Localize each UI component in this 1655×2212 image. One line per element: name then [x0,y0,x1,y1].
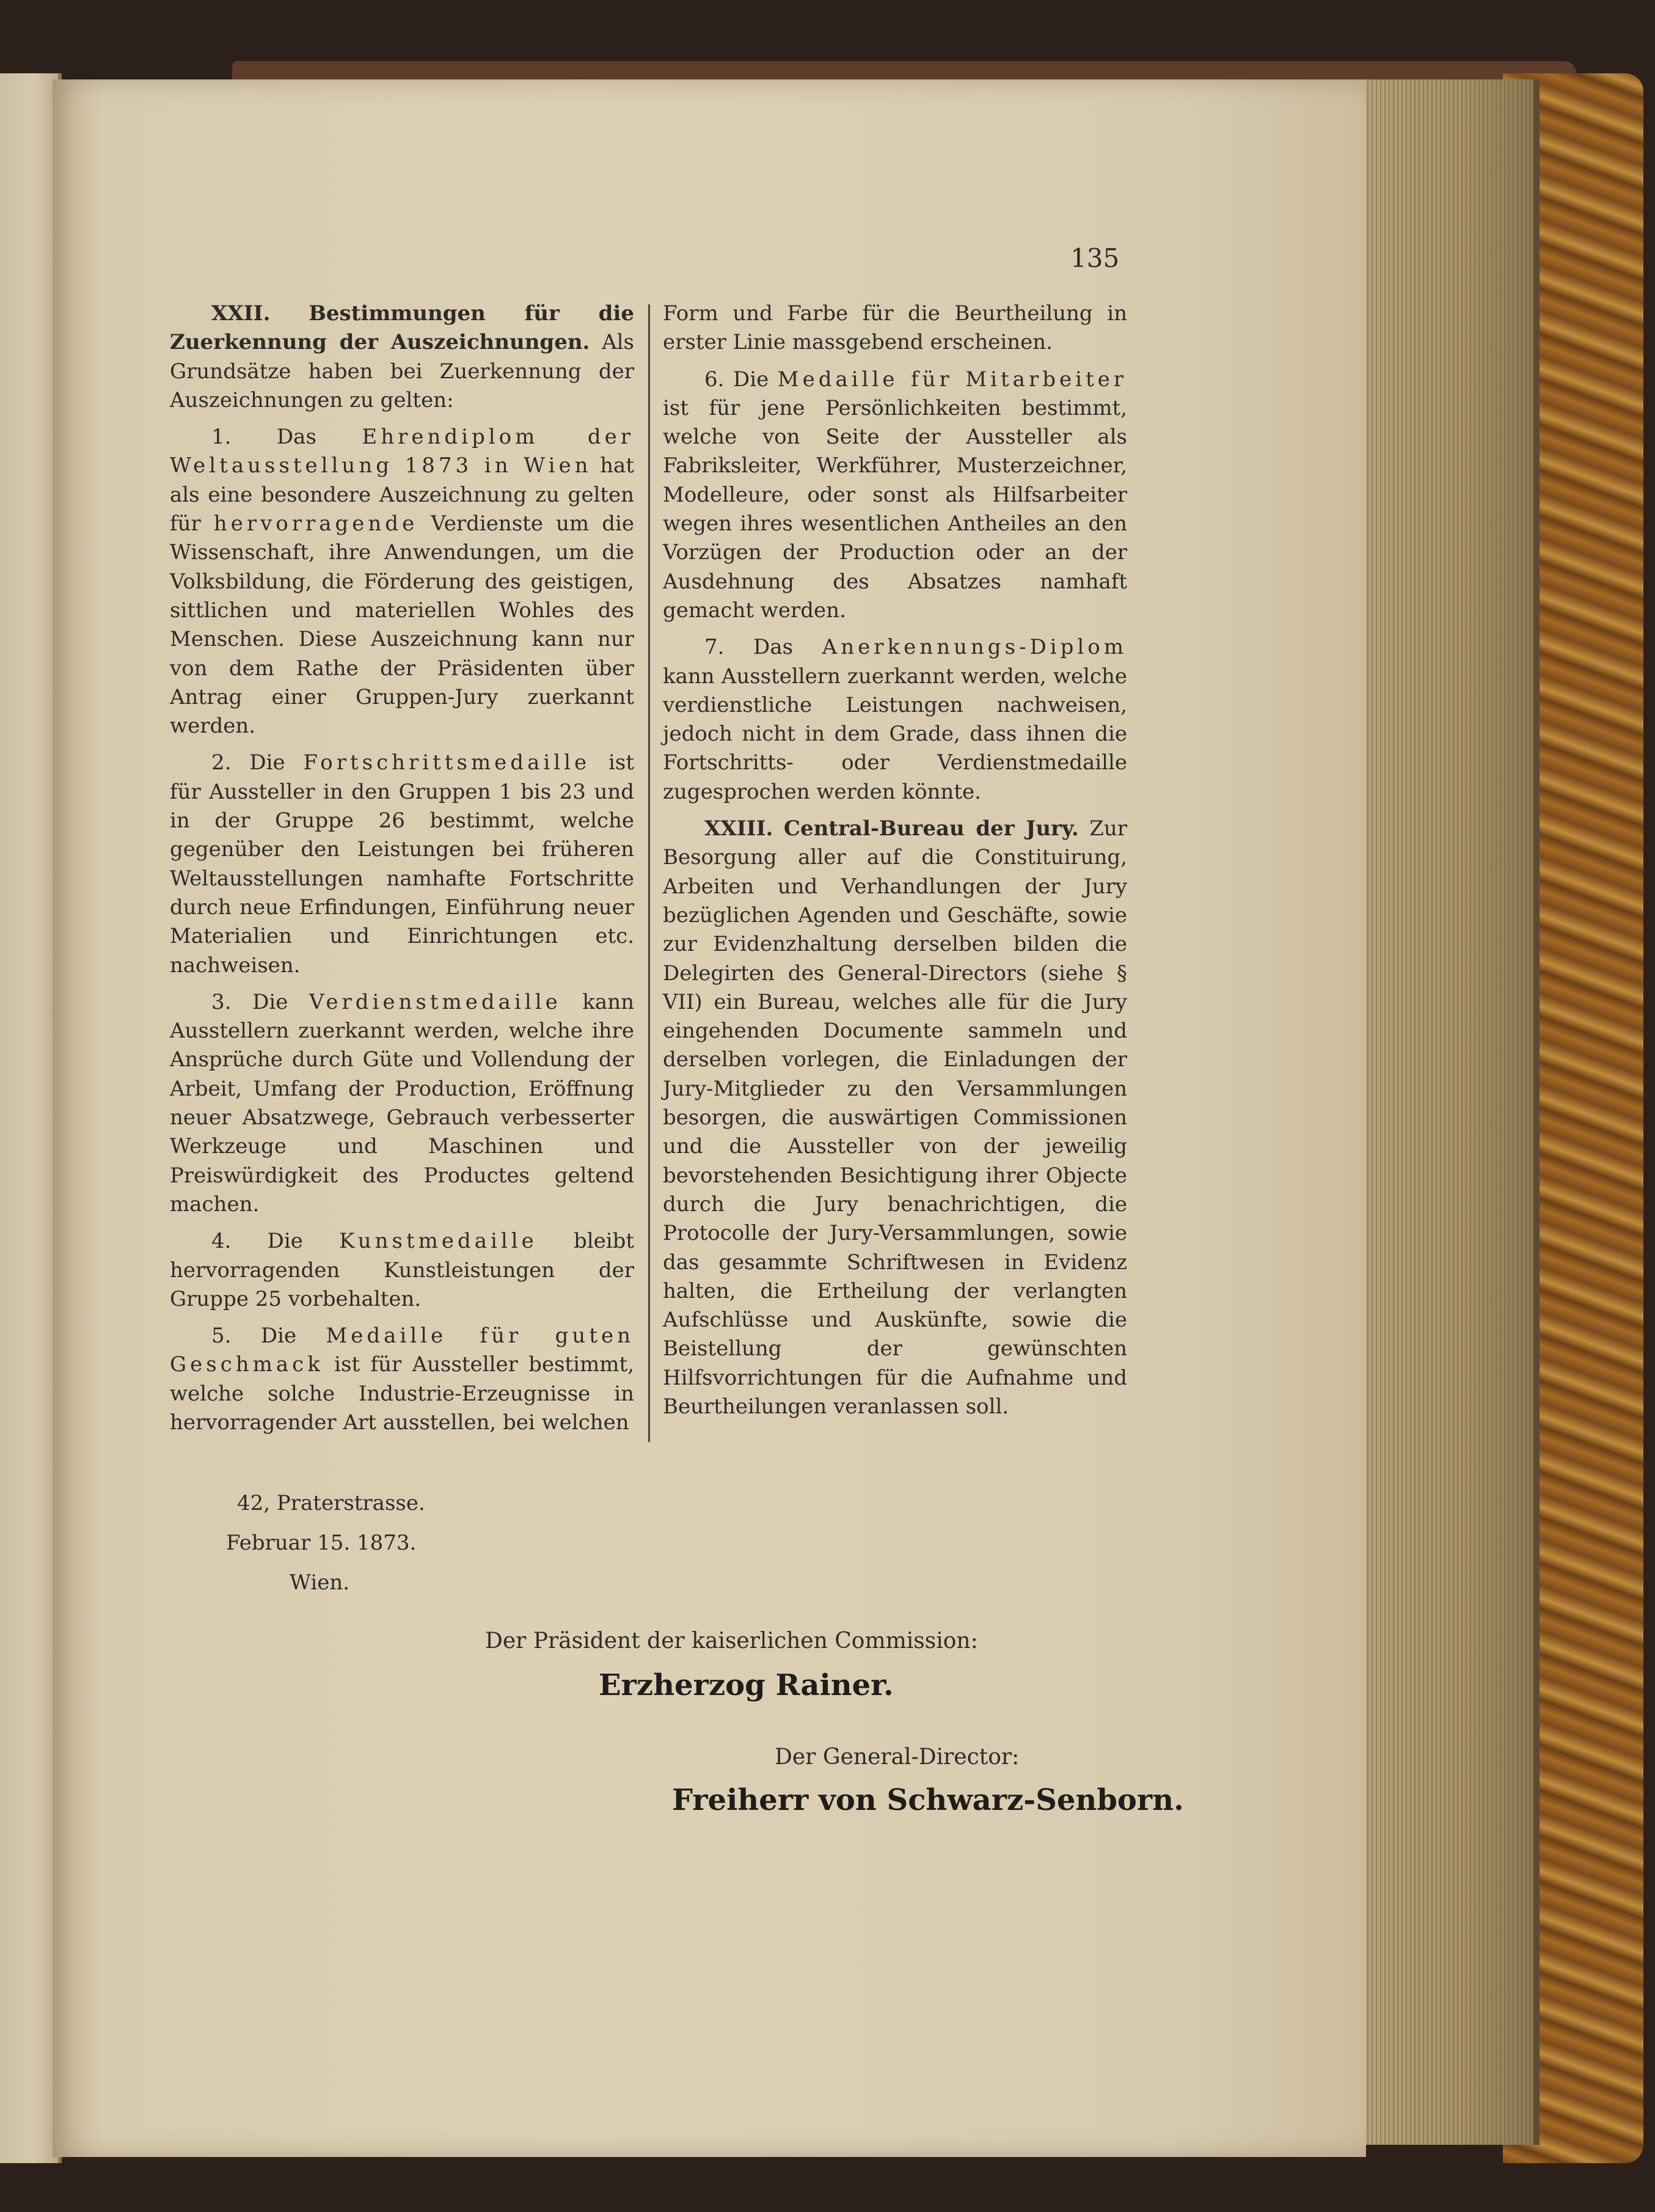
item-3-paragraph [170,988,634,1219]
item-5-text: ist für Aussteller bestimmt, welche solche Industrie-Erzeugnisse in hervorragender Art ausstellen, bei welchen [170,1352,634,1435]
section-xxii-title: Bestimmungen für die Zuerkennung der Auszeichnungen. [170,301,635,355]
item-2-paragraph [170,749,634,980]
continuation-paragraph [663,299,1127,357]
page-number: 135 [1070,243,1120,273]
right-text-column [663,299,1127,1429]
item-1-text-b: Verdienste um die Wissenschaft, ihre Anwendungen, um die Volksbildung, die Förderung des geistigen, sittlichen und materiellen Wohles des Menschen. Diese Auszeichnung kann nur von dem Rathe der Präsidenten über Antrag einer Gruppen-Jury zuerkannt werden. [170,511,634,739]
section-xxiii-title: Central-Bureau der Jury. [783,816,1079,841]
item-5-heading: Medaille für guten Geschmack [170,1324,634,1377]
item-2-number: 2. Die [211,750,285,775]
section-xxii-number: XXII. [211,301,271,326]
item-5-paragraph [170,1322,634,1437]
section-xxii-intro: Als Grundsätze haben bei Zuerkennung der Auszeichnungen zu gelten: [170,330,635,412]
address-date: Februar 15. 1873. [226,1531,417,1555]
item-5-number: 5. Die [211,1324,297,1349]
address-city: Wien. [290,1570,350,1595]
item-2-text: ist für Aussteller in den Gruppen 1 bis 23 und in der Gruppe 26 bestimmt, welche gegenüber den Leistungen bei früheren Weltausstellungen namhafte Fortschritte durch neue Erfindungen, Einführung neuer Materialien und Einrichtungen etc. nachweisen. [170,750,634,978]
item-4-heading: Kunstmedaille [339,1229,538,1254]
item-6-number: 6. Die [704,367,769,392]
section-xxiii-paragraph [663,815,1127,1421]
president-title: Der Präsident der kaiserlichen Commission: [485,1628,978,1654]
left-text-column [170,299,634,1445]
item-1-paragraph [170,423,634,741]
item-3-heading: Verdienstmedaille [309,989,561,1014]
item-4-number: 4. Die [211,1229,303,1254]
column-divider [648,304,650,1442]
director-name: Freiherr von Schwarz-Senborn. [672,1783,1184,1817]
item-1-emphasis: hervorragende [213,511,418,537]
address-street: 42, Praterstrasse. [237,1491,425,1515]
item-6-text: ist für jene Persönlichkeiten bestimmt, welche von Seite der Aussteller als Fabriksleiter, Werkführer, Musterzeichner, Modelleure, oder sonst als Hilfsarbeiter wegen ihres wesentlichen Antheiles an den Vorzügen der Production oder an der Ausdehnung des Absatzes namhaft gemacht werden. [663,395,1127,623]
item-6-paragraph [663,365,1127,626]
president-name: Erzherzog Rainer. [599,1668,894,1702]
item-1-number: 1. Das [211,425,316,450]
item-1-heading: Ehrendiplom der Weltausstellung 1873 in Wien [170,425,635,478]
item-3-number: 3. Die [211,989,288,1014]
item-1-text-a: hat als eine besondere Auszeichnung zu gelten für [170,453,634,537]
item-7-number: 7. Das [704,635,794,660]
item-6-heading: Medaille für Mitarbeiter [777,367,1127,392]
section-xxiii-number: XXIII. [704,816,773,841]
continuation-text: Form und Farbe für die Beurtheilung in erster Linie massgebend erscheinen. [663,301,1127,355]
item-7-text: kann Ausstellern zuerkannt werden, welche verdienstliche Leistungen nachweisen, jedoch nicht in dem Grade, dass ihnen die Fortschritts- oder Verdienstmedaille zugesprochen werden könnte. [663,664,1127,804]
item-4-paragraph [170,1227,634,1314]
page-block-edge [1350,79,1540,2145]
item-7-paragraph [663,633,1127,807]
section-xxii-paragraph [170,299,634,415]
item-7-heading: Anerkennungs-Diplom [822,635,1127,660]
director-title: Der General-Director: [775,1745,1020,1770]
item-4-text: bleibt hervorragenden Kunstleistungen der Gruppe 25 vorbehalten. [170,1229,635,1311]
section-xxiii-text: Zur Besorgung aller auf die Constituirung, Arbeiten und Verhandlungen der Jury bezüglichen Agenden und Geschäfte, sowie zur Evidenzhaltung derselben bilden die Delegirten des General-Directors (siehe § VII) ein Bureau, welches alle für die Jury eingehenden Documente sammeln und derselben vorlegen, die Einladungen der Jury-Mitglieder zu den Versammlungen besorgen, die auswärtigen Commissionen und die Aussteller von der jeweilig bevorstehenden Besichtigung ihrer Objecte durch die Jury benachrichtigen, die Protocolle der Jury-Versammlungen, sowie das gesammte Schriftwesen in Evidenz halten, die Ertheilung der verlangten Aufschlüsse und Auskünfte, sowie die Beistellung der gewünschten Hilfsvorrichtungen für die Aufnahme und Beurtheilungen veranlassen soll. [663,816,1128,1419]
item-3-text: kann Ausstellern zuerkannt werden, welche ihre Ansprüche durch Güte und Vollendung der Arbeit, Umfang der Production, Eröffnung neuer Absatzwege, Gebrauch verbesserter Werkzeuge und Maschinen und Preiswürdigkeit des Productes geltend machen. [170,989,634,1217]
item-2-heading: Fortschrittsmedaille [303,750,591,775]
